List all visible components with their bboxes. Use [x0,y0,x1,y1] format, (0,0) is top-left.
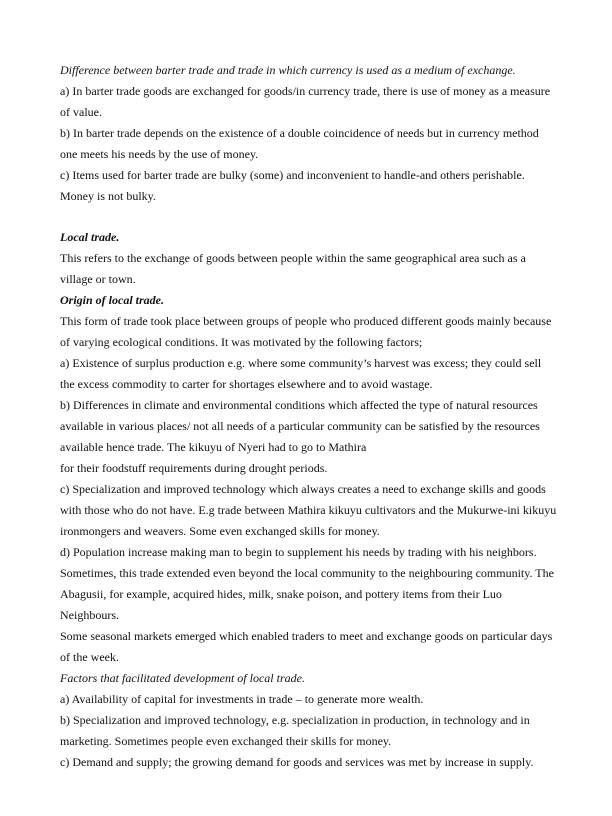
text-line: Some seasonal markets emerged which enabled traders to meet and exchange goods on particular days [60,629,553,643]
text-line: a) Existence of surplus production e.g. where some community’s harvest was excess; they could sell [60,356,542,370]
text-line: Money is not bulky. [60,189,156,203]
text-line: of the week. [60,650,119,664]
text-line: available in various places/ not all needs of a particular community can be satisfied by the resources [60,419,540,433]
text-line: with those who do not have. E.g trade between Mathira kikuyu cultivators and the Mukurwe-ini kikuyu [60,503,557,517]
local-trade-section [60,227,560,773]
text-line: c) Demand and supply; the growing demand for goods and services was met by increase in supply. [60,755,534,769]
text-line: Abagusii, for example, acquired hides, milk, snake poison, and pottery items from their Luo [60,587,502,601]
text-line: marketing. Sometimes people even exchanged their skills for money. [60,734,392,748]
text-line: d) Population increase making man to begin to supplement his needs by trading with his neighbors. [60,545,537,559]
text-line: available hence trade. The kikuyu of Nyeri had to go to Mathira [60,440,367,454]
text-line: one meets his needs by the use of money. [60,147,259,161]
text-line: This form of trade took place between groups of people who produced different goods mainly because [60,314,552,328]
text-line: the excess commodity to carter for shortages elsewhere and to avoid wastage. [60,377,433,391]
section-heading: Local trade. [60,230,120,244]
text-line: Sometimes, this trade extended even beyond the local community to the neighbouring community. The [60,566,554,580]
text-line: b) Specialization and improved technology, e.g. specialization in production, in technology and in [60,713,530,727]
text-line: b) In barter trade depends on the existence of a double coincidence of needs but in currency method [60,126,539,140]
text-line: c) Specialization and improved technology which always creates a need to exchange skills and goods [60,482,546,496]
subheading: Origin of local trade. [60,293,164,307]
text-line: a) Availability of capital for investments in trade – to generate more wealth. [60,692,424,706]
text-line: for their foodstuff requirements during drought periods. [60,461,328,475]
text-line: This refers to the exchange of goods between people within the same geographical area such as a [60,251,526,265]
text-line: a) In barter trade goods are exchanged for goods/in currency trade, there is use of money as a measure [60,84,551,98]
section-heading: Difference between barter trade and trade in which currency is used as a medium of exchange. [60,63,516,77]
text-line: of value. [60,105,102,119]
text-line: c) Items used for barter trade are bulky (some) and inconvenient to handle-and others perishable. [60,168,525,182]
text-line: ironmongers and weavers. Some even exchanged skills for money. [60,524,380,538]
text-line: of varying ecological conditions. It was motivated by the following factors; [60,335,423,349]
barter-vs-currency-section [60,60,560,207]
text-line: village or town. [60,272,136,286]
text-line: b) Differences in climate and environmental conditions which affected the type of natural resources [60,398,538,412]
text-line: Neighbours. [60,608,119,622]
subheading: Factors that facilitated development of local trade. [60,671,305,685]
